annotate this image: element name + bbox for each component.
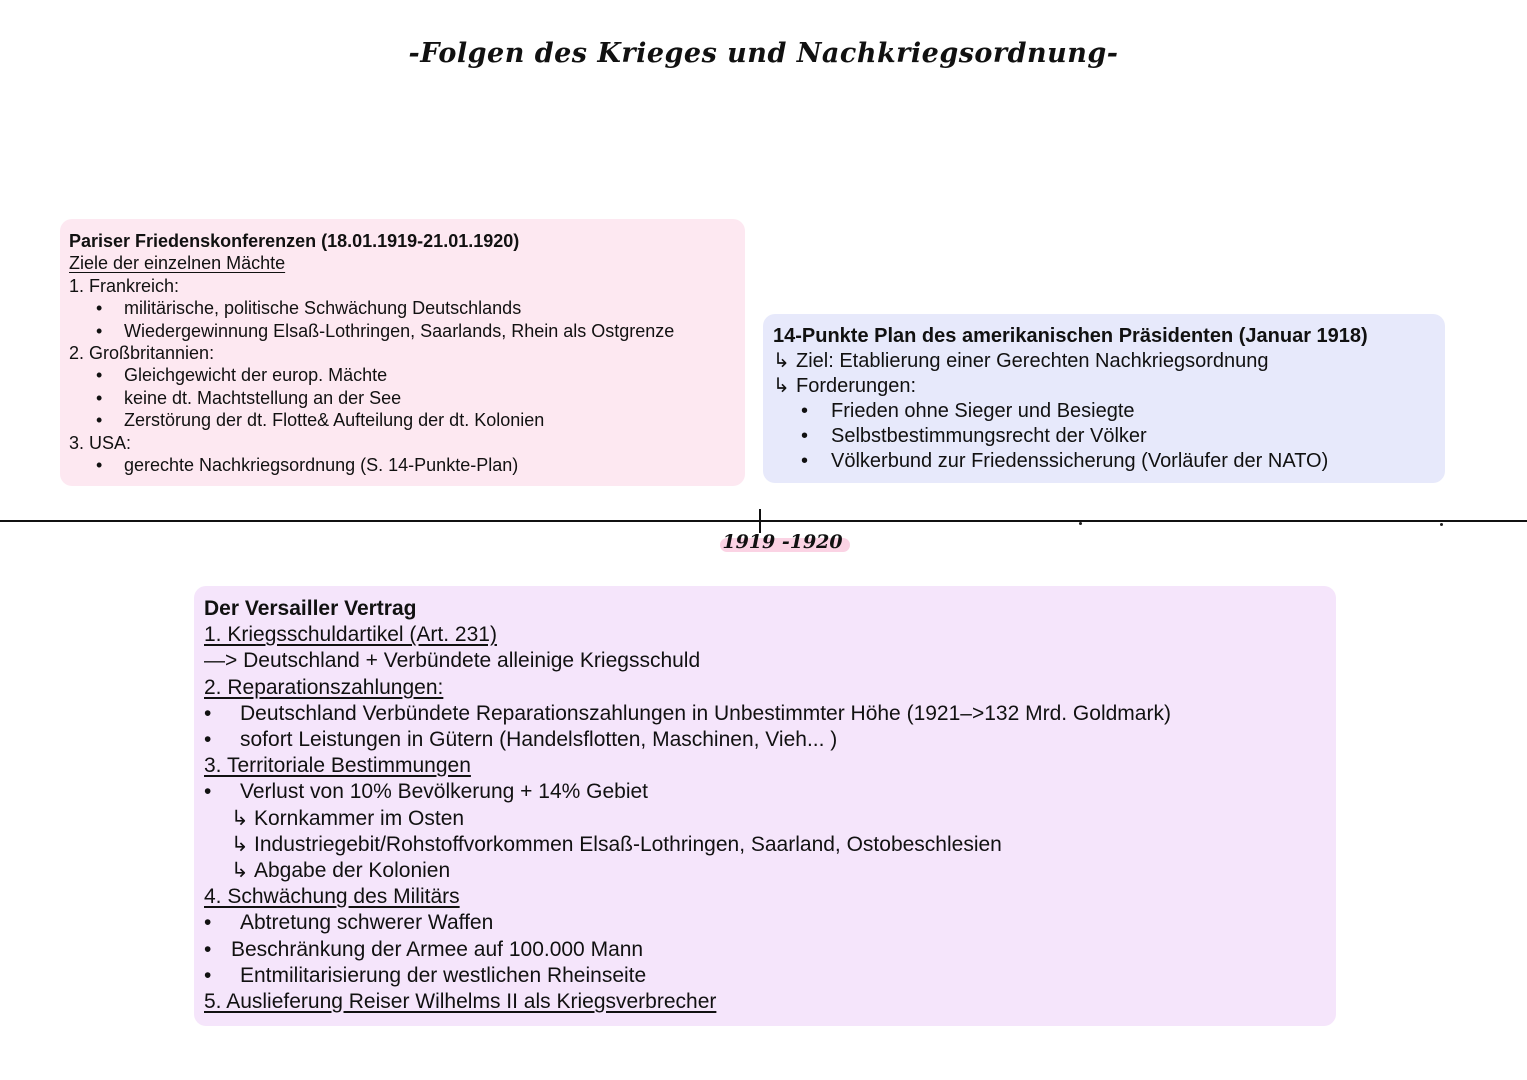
paris-subheading: Ziele der einzelnen Mächte bbox=[69, 253, 286, 274]
bullet-icon: • bbox=[204, 701, 212, 725]
list-item: • Deutschland Verbündete Reparationszahlungen in Unbestimmter Höhe (1921–>132 Mrd. Goldmark) bbox=[204, 701, 1326, 727]
fourteen-points-card bbox=[763, 314, 1445, 483]
corner-arrow-icon: ↳ bbox=[231, 806, 249, 830]
paris-conference-card bbox=[60, 219, 745, 486]
bullet-icon: • bbox=[801, 400, 809, 422]
list-item: • Völkerbund zur Friedenssicherung (Vorläufer der NATO) bbox=[801, 450, 1329, 472]
bullet-icon: • bbox=[801, 425, 809, 447]
timeline-dot bbox=[1440, 523, 1443, 526]
list-item: • Verlust von 10% Bevölkerung + 14% Gebiet bbox=[204, 779, 1326, 805]
wilson-heading: 14-Punkte Plan des amerikanischen Präsidenten (Januar 1918) bbox=[773, 325, 1368, 347]
list-item: • militärische, politische Schwächung Deutschlands bbox=[96, 298, 522, 319]
versailles-card bbox=[194, 586, 1336, 1026]
list-item: ↳ Abgabe der Kolonien bbox=[204, 858, 1326, 884]
timeline-line bbox=[0, 520, 1527, 522]
list-item: • keine dt. Machtstellung an der See bbox=[96, 387, 402, 408]
list-item: • Wiedergewinnung Elsaß-Lothringen, Saarlands, Rhein als Ostgrenze bbox=[96, 320, 675, 341]
wilson-goal: ↳ Ziel: Etablierung einer Gerechten Nachkriegsordnung bbox=[773, 350, 1269, 372]
bullet-icon: • bbox=[204, 937, 212, 961]
bullet-icon: • bbox=[96, 320, 103, 341]
list-item: • Abtretung schwerer Waffen bbox=[204, 910, 1326, 936]
page-title: -Folgen des Krieges und Nachkriegsordnung- bbox=[408, 38, 1119, 69]
timeline-tick bbox=[759, 509, 761, 533]
section-title: 4. Schwächung des Militärs bbox=[204, 885, 460, 909]
section-title: 1. Kriegsschuldartikel (Art. 231) bbox=[204, 623, 497, 647]
list-item: • gerechte Nachkriegsordnung (S. 14-Punkte-Plan) bbox=[96, 455, 519, 476]
list-item: • Gleichgewicht der europ. Mächte bbox=[96, 365, 388, 386]
usa-label: 3. USA: bbox=[69, 432, 132, 453]
list-item: • Beschränkung der Armee auf 100.000 Mann bbox=[204, 937, 1326, 963]
france-label: 1. Frankreich: bbox=[69, 275, 180, 296]
bullet-icon: • bbox=[204, 963, 212, 987]
wilson-demands-label: ↳ Forderungen: bbox=[773, 375, 917, 397]
section-title: 3. Territoriale Bestimmungen bbox=[204, 754, 471, 778]
timeline-date: 1919 -1920 bbox=[722, 531, 843, 553]
list-item: • Zerstörung der dt. Flotte& Aufteilung der dt. Kolonien bbox=[96, 410, 545, 431]
bullet-icon: • bbox=[96, 455, 103, 476]
corner-arrow-icon: ↳ bbox=[231, 832, 249, 856]
corner-arrow-icon: ↳ bbox=[231, 859, 249, 883]
list-item: ↳ Industriegebit/Rohstoffvorkommen Elsaß-Lothringen, Saarland, Ostobeschlesien bbox=[204, 832, 1326, 858]
section-title: 5. Auslieferung Reiser Wilhelms II als Kriegsverbrecher bbox=[204, 990, 717, 1014]
corner-arrow-icon: ↳ bbox=[773, 375, 790, 397]
section-title: 2. Reparationszahlungen: bbox=[204, 675, 444, 699]
bullet-icon: • bbox=[96, 387, 103, 408]
bullet-icon: • bbox=[204, 911, 212, 935]
bullet-icon: • bbox=[204, 728, 212, 752]
corner-arrow-icon: ↳ bbox=[773, 350, 790, 372]
list-item: • sofort Leistungen in Gütern (Handelsflotten, Maschinen, Vieh... ) bbox=[204, 727, 1326, 753]
bullet-icon: • bbox=[96, 298, 103, 319]
list-item: ↳ Kornkammer im Osten bbox=[204, 806, 1326, 832]
bullet-icon: • bbox=[204, 780, 212, 804]
list-item: • Frieden ohne Sieger und Besiegte bbox=[801, 400, 1135, 422]
britain-label: 2. Großbritannien: bbox=[69, 343, 215, 364]
list-item: • Entmilitarisierung der westlichen Rheinseite bbox=[204, 963, 1326, 989]
bullet-icon: • bbox=[801, 450, 809, 472]
timeline-dot bbox=[1079, 522, 1082, 525]
versailles-heading: Der Versailler Vertrag bbox=[204, 597, 417, 620]
section-text: —> Deutschland + Verbündete alleinige Kriegsschuld bbox=[204, 649, 701, 673]
paris-heading: Pariser Friedenskonferenzen (18.01.1919-21.01.1920) bbox=[69, 231, 520, 251]
list-item: • Selbstbestimmungsrecht der Völker bbox=[801, 425, 1147, 447]
bullet-icon: • bbox=[96, 365, 103, 386]
bullet-icon: • bbox=[96, 410, 103, 431]
